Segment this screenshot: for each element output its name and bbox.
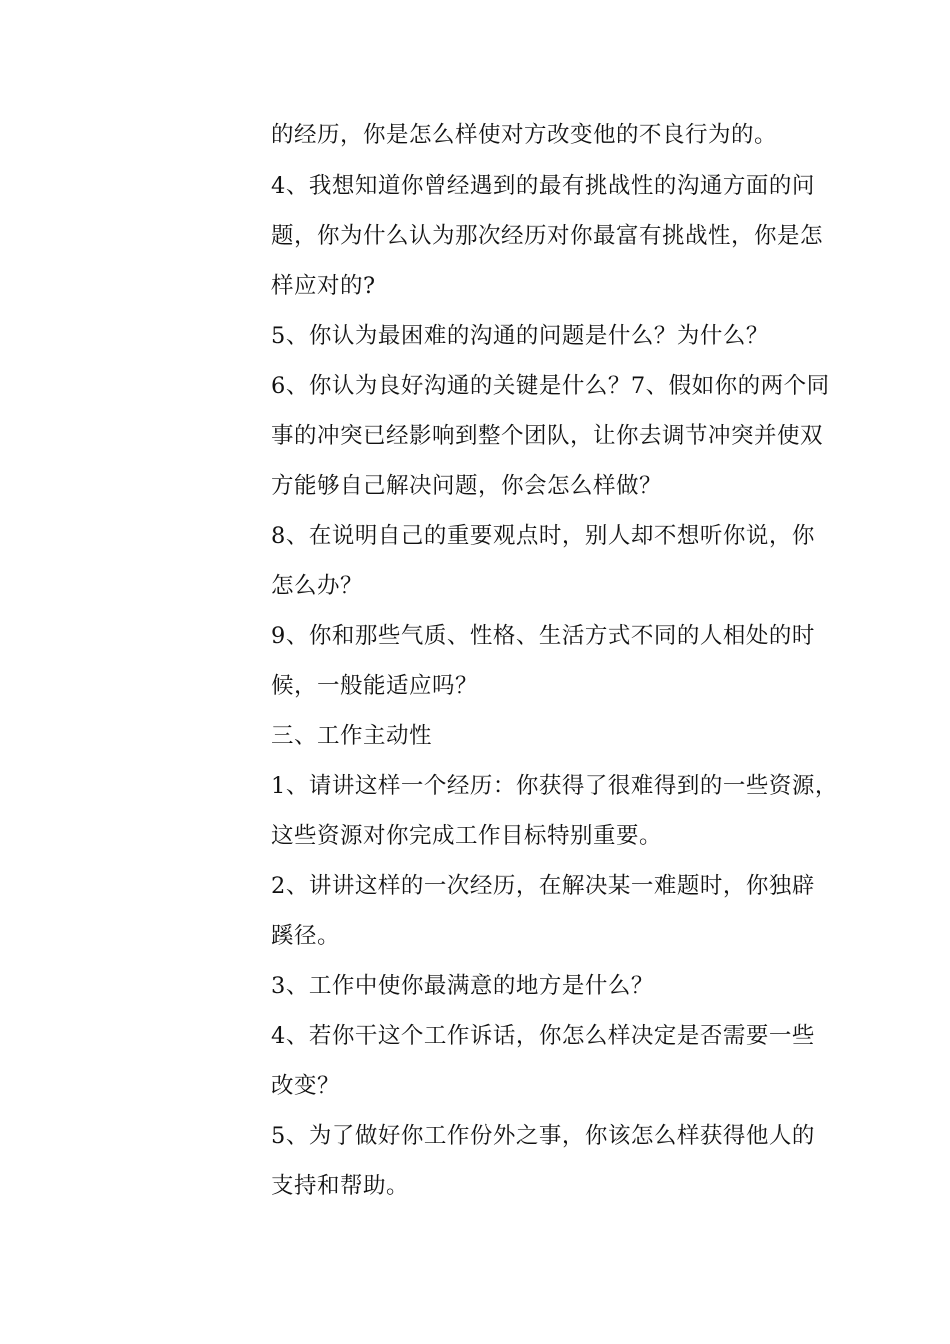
text-line: 5、你认为最困难的沟通的问题是什么？为什么？ bbox=[271, 323, 769, 349]
text-line: 支持和帮助。 bbox=[271, 1173, 410, 1199]
text-line: 蹊径。 bbox=[271, 923, 341, 949]
text-line: 的经历，你是怎么样使对方改变他的不良行为的。 bbox=[271, 122, 778, 148]
text-line: 3、工作中使你最满意的地方是什么？ bbox=[271, 973, 654, 999]
text-line: 样应对的? bbox=[271, 273, 376, 299]
text-line: 怎么办？ bbox=[271, 573, 364, 599]
text-line: 6、你认为良好沟通的关键是什么？7、假如你的两个同 bbox=[271, 373, 830, 399]
text-line: 改变？ bbox=[271, 1073, 341, 1099]
text-line: 4、我想知道你曾经遇到的最有挑战性的沟通方面的问 bbox=[271, 173, 815, 199]
text-line: 方能够自己解决问题，你会怎么样做？ bbox=[271, 473, 663, 499]
text-line: 5、为了做好你工作份外之事，你该怎么样获得他人的 bbox=[271, 1123, 815, 1149]
text-line: 4、若你干这个工作诉话，你怎么样决定是否需要一些 bbox=[271, 1023, 815, 1049]
section-heading: 三、工作主动性 bbox=[271, 723, 433, 749]
text-line: 这些资源对你完成工作目标特别重要。 bbox=[271, 823, 663, 849]
text-line: 2、讲讲这样的一次经历，在解决某一难题时，你独辟 bbox=[271, 873, 815, 899]
text-line: 事的冲突已经影响到整个团队，让你去调节冲突并使双 bbox=[271, 423, 824, 449]
text-line: 9、你和那些气质、性格、生活方式不同的人相处的时 bbox=[271, 623, 815, 649]
text-line: 1、请讲这样一个经历：你获得了很难得到的一些资源， bbox=[271, 773, 838, 799]
text-line: 候，一般能适应吗？ bbox=[271, 673, 479, 699]
text-line: 题，你为什么认为那次经历对你最富有挑战性，你是怎 bbox=[271, 223, 824, 249]
text-line: 8、在说明自己的重要观点时，别人却不想听你说，你 bbox=[271, 523, 815, 549]
